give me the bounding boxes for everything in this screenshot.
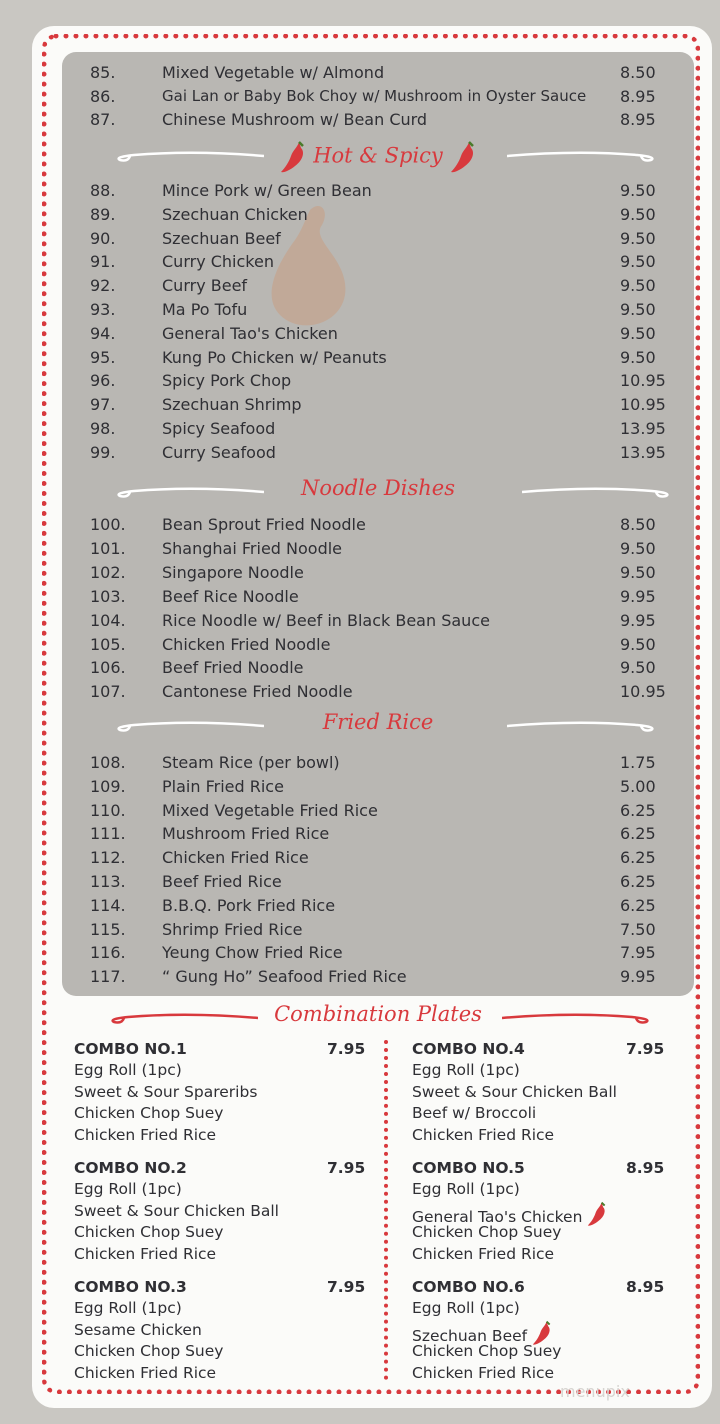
item-name: Cantonese Fried Noodle <box>162 682 353 702</box>
menu-item <box>90 300 690 324</box>
combo-item-label: Sweet & Sour Chicken Ball <box>74 1201 279 1220</box>
watermark-text: menupix <box>560 1382 630 1401</box>
menu-item <box>90 635 690 659</box>
menu-item <box>90 824 690 848</box>
combo-item-label: Egg Roll (1pc) <box>412 1299 520 1317</box>
combo-item-label: Beef w/ Broccoli <box>412 1104 537 1122</box>
combo-item <box>74 1179 364 1201</box>
combo-name: COMBO NO.3 <box>74 1278 187 1296</box>
item-price: 13.95 <box>620 442 666 462</box>
item-number: 96. <box>90 371 116 391</box>
combo-item <box>412 1125 702 1147</box>
combo-item <box>74 1298 364 1320</box>
item-number: 107. <box>90 682 126 702</box>
menu-item <box>90 563 690 587</box>
combo-item-label: Egg Roll (1pc) <box>74 1061 182 1079</box>
item-price: 9.50 <box>620 658 656 678</box>
combo-item-label: Chicken Chop Suey <box>412 1223 562 1241</box>
section-combination <box>62 996 694 1036</box>
section-noodle <box>62 470 694 510</box>
combo-item-label: Sweet & Sour Spareribs <box>74 1082 258 1101</box>
item-number: 90. <box>90 228 116 248</box>
section-title-fried-rice: Fried Rice <box>322 710 434 734</box>
item-price: 7.50 <box>620 919 656 939</box>
item-name: Rice Noodle w/ Beef in Black Bean Sauce <box>162 610 490 630</box>
menu-item <box>90 419 690 443</box>
combo-item-label: Egg Roll (1pc) <box>74 1299 182 1317</box>
section-fried-rice <box>62 704 694 744</box>
combo-item-label: Chicken Chop Suey <box>74 1104 224 1122</box>
item-name: “ Gung Ho” Seafood Fried Rice <box>162 967 407 987</box>
item-price: 9.50 <box>620 181 656 200</box>
item-name: Mixed Vegetable w/ Almond <box>162 63 385 82</box>
item-price: 8.95 <box>620 110 656 129</box>
item-number: 99. <box>90 442 116 462</box>
item-number: 103. <box>90 586 126 606</box>
combo-item <box>412 1320 702 1345</box>
combo-item <box>74 1201 364 1223</box>
combo-item-label: Egg Roll (1pc) <box>412 1180 520 1198</box>
menu-item <box>90 395 690 419</box>
combo-block <box>412 1038 702 1146</box>
item-number: 102. <box>90 562 126 582</box>
menu-item <box>90 872 690 896</box>
item-price: 9.50 <box>620 300 656 319</box>
combo-item <box>412 1363 702 1385</box>
combo-item-label: Chicken Fried Rice <box>74 1363 217 1382</box>
item-name: Szechuan Chicken <box>162 204 308 224</box>
combo-item-label: General Tao's Chicken <box>412 1207 583 1226</box>
item-number: 111. <box>90 824 126 844</box>
combo-item <box>74 1222 364 1244</box>
item-price: 8.50 <box>620 515 656 534</box>
combo-item <box>412 1103 702 1125</box>
section-title-hot-spicy: Hot & Spicy <box>313 143 443 168</box>
item-price: 9.50 <box>620 276 656 296</box>
item-number: 93. <box>90 300 116 319</box>
combo-name: COMBO NO.4 <box>412 1040 525 1058</box>
combo-item-label: Sweet & Sour Chicken Ball <box>412 1082 617 1101</box>
combo-block <box>74 1276 364 1384</box>
combo-item <box>74 1103 364 1125</box>
item-name: General Tao's Chicken <box>162 323 338 343</box>
combo-price: 7.95 <box>327 1040 366 1058</box>
combo-name: COMBO NO.1 <box>74 1040 187 1058</box>
combo-item <box>74 1125 364 1147</box>
combo-item <box>74 1060 364 1082</box>
item-name: Shanghai Fried Noodle <box>162 538 343 558</box>
item-name: Spicy Pork Chop <box>162 371 292 391</box>
menu-item <box>90 324 690 348</box>
combo-block <box>74 1038 364 1146</box>
combo-name: COMBO NO.5 <box>412 1159 525 1177</box>
combo-item <box>412 1222 702 1244</box>
menu-item <box>90 348 690 372</box>
combo-price: 7.95 <box>327 1159 366 1177</box>
item-number: 105. <box>90 634 126 654</box>
item-name: Shrimp Fried Rice <box>162 919 303 939</box>
item-name: Curry Beef <box>162 276 248 296</box>
combo-block <box>412 1157 702 1265</box>
combo-header <box>74 1276 364 1298</box>
combo-block <box>412 1276 702 1384</box>
menu-item <box>90 801 690 825</box>
menu-item <box>90 920 690 944</box>
item-price: 10.95 <box>620 395 666 415</box>
item-name: Mince Pork w/ Green Bean <box>162 181 372 200</box>
item-price: 9.50 <box>620 538 656 558</box>
combo-item-label: Szechuan Beef <box>412 1326 528 1345</box>
menu-item <box>90 587 690 611</box>
combo-item <box>412 1298 702 1320</box>
item-number: 114. <box>90 895 126 915</box>
item-price: 9.50 <box>620 634 656 654</box>
item-price: 9.50 <box>620 228 656 248</box>
item-price: 10.95 <box>620 371 666 391</box>
chili-icon <box>586 1201 608 1234</box>
item-name: Yeung Chow Fried Rice <box>162 943 343 963</box>
item-number: 113. <box>90 872 126 891</box>
item-price: 6.25 <box>620 895 656 915</box>
item-number: 95. <box>90 347 116 367</box>
chili-icon <box>449 140 477 174</box>
menu-item <box>90 682 690 706</box>
chili-icon <box>279 140 307 174</box>
combo-item <box>74 1320 364 1342</box>
item-number: 94. <box>90 323 116 343</box>
combo-item <box>412 1179 702 1201</box>
swirl-right-icon <box>502 1010 652 1024</box>
combo-item <box>412 1341 702 1363</box>
menu-item <box>90 443 690 467</box>
combo-item-label: Sesame Chicken <box>74 1320 202 1339</box>
item-number: 101. <box>90 538 126 558</box>
combo-name: COMBO NO.2 <box>74 1159 187 1177</box>
combo-item <box>412 1082 702 1104</box>
item-price: 13.95 <box>620 419 666 438</box>
item-number: 115. <box>90 919 126 939</box>
item-price: 5.00 <box>620 776 656 796</box>
combo-item <box>74 1363 364 1385</box>
item-name: Steam Rice (per bowl) <box>162 753 340 772</box>
item-number: 112. <box>90 848 126 868</box>
item-name: Szechuan Beef <box>162 228 281 248</box>
item-price: 1.75 <box>620 753 656 772</box>
item-name: Gai Lan or Baby Bok Choy w/ Mushroom in Oyster Sauce <box>162 86 587 105</box>
item-price: 7.95 <box>620 943 656 963</box>
item-number: 97. <box>90 395 116 415</box>
item-price: 8.50 <box>620 63 656 82</box>
item-number: 92. <box>90 276 116 296</box>
item-name: Chicken Fried Noodle <box>162 634 331 654</box>
item-price: 9.95 <box>620 610 656 630</box>
combo-item-label: Chicken Fried Rice <box>74 1244 217 1263</box>
item-number: 117. <box>90 967 126 987</box>
combo-header <box>412 1157 702 1179</box>
combo-item <box>74 1082 364 1104</box>
combo-divider <box>384 1040 388 1380</box>
combo-header <box>412 1038 702 1060</box>
item-name: Bean Sprout Fried Noodle <box>162 515 366 534</box>
combo-item-label: Chicken Chop Suey <box>412 1342 562 1360</box>
combo-item <box>412 1244 702 1266</box>
item-price: 6.25 <box>620 800 656 820</box>
item-name: Beef Rice Noodle <box>162 586 299 606</box>
item-price: 6.25 <box>620 872 656 891</box>
item-name: Szechuan Shrimp <box>162 395 302 415</box>
combo-price: 8.95 <box>626 1159 665 1177</box>
item-name: Singapore Noodle <box>162 562 304 582</box>
item-price: 6.25 <box>620 824 656 844</box>
item-price: 9.50 <box>620 204 656 224</box>
item-price: 8.95 <box>620 86 656 106</box>
combo-price: 7.95 <box>327 1278 366 1296</box>
combo-item <box>74 1341 364 1363</box>
menu-item <box>90 658 690 682</box>
menu-item <box>90 229 690 253</box>
item-number: 89. <box>90 204 116 224</box>
menu-item <box>90 539 690 563</box>
item-price: 9.50 <box>620 323 656 343</box>
menu-item <box>90 205 690 229</box>
item-number: 85. <box>90 63 116 82</box>
menu-item <box>90 181 690 205</box>
combo-header <box>74 1038 364 1060</box>
section-title-noodle: Noodle Dishes <box>301 476 455 500</box>
combo-item <box>412 1060 702 1082</box>
section-hot-spicy <box>62 134 694 174</box>
item-number: 88. <box>90 181 116 200</box>
combo-item-label: Egg Roll (1pc) <box>74 1180 182 1198</box>
menu-item <box>90 87 690 111</box>
item-name: Mushroom Fried Rice <box>162 824 330 844</box>
section-title-combination: Combination Plates <box>274 1002 482 1026</box>
swirl-right-icon <box>507 148 657 162</box>
combo-item <box>412 1201 702 1226</box>
item-number: 100. <box>90 515 126 534</box>
item-number: 116. <box>90 943 126 963</box>
combo-item-label: Chicken Fried Rice <box>412 1244 555 1263</box>
item-name: Chinese Mushroom w/ Bean Curd <box>162 110 428 129</box>
item-number: 87. <box>90 110 116 129</box>
item-price: 9.50 <box>620 562 656 582</box>
item-number: 110. <box>90 800 126 820</box>
item-price: 9.50 <box>620 252 656 272</box>
combo-item-label: Chicken Fried Rice <box>412 1125 555 1144</box>
menu-item <box>90 896 690 920</box>
combo-name: COMBO NO.6 <box>412 1278 525 1296</box>
item-name: Curry Seafood <box>162 442 276 462</box>
combo-header <box>412 1276 702 1298</box>
item-name: Ma Po Tofu <box>162 300 248 319</box>
item-number: 108. <box>90 753 126 772</box>
menu-item <box>90 967 690 991</box>
item-price: 6.25 <box>620 848 656 868</box>
menu-item <box>90 777 690 801</box>
item-name: Plain Fried Rice <box>162 776 284 796</box>
menu-item <box>90 110 690 134</box>
item-name: Spicy Seafood <box>162 419 276 438</box>
item-number: 109. <box>90 776 126 796</box>
item-number: 98. <box>90 419 116 438</box>
combo-block <box>74 1157 364 1265</box>
menu-item <box>90 371 690 395</box>
item-name: Beef Fried Rice <box>162 872 282 891</box>
item-name: B.B.Q. Pork Fried Rice <box>162 895 336 915</box>
item-name: Curry Chicken <box>162 252 274 272</box>
item-price: 9.95 <box>620 967 656 987</box>
combo-item-label: Chicken Fried Rice <box>412 1363 555 1382</box>
menu-item <box>90 515 690 539</box>
item-number: 91. <box>90 252 116 272</box>
menu-item <box>90 276 690 300</box>
menu-item <box>90 63 690 87</box>
combo-item-label: Egg Roll (1pc) <box>412 1061 520 1079</box>
item-name: Kung Po Chicken w/ Peanuts <box>162 347 387 367</box>
combo-item-label: Chicken Chop Suey <box>74 1342 224 1360</box>
menu-item <box>90 252 690 276</box>
menu-item <box>90 943 690 967</box>
combo-item <box>74 1244 364 1266</box>
item-price: 9.50 <box>620 347 656 367</box>
item-number: 104. <box>90 610 126 630</box>
combo-price: 8.95 <box>626 1278 665 1296</box>
item-name: Beef Fried Noodle <box>162 658 304 678</box>
item-price: 9.95 <box>620 586 656 606</box>
combo-header <box>74 1157 364 1179</box>
item-name: Mixed Vegetable Fried Rice <box>162 800 378 820</box>
item-number: 86. <box>90 86 116 106</box>
swirl-right-icon <box>522 484 672 498</box>
item-name: Chicken Fried Rice <box>162 848 309 868</box>
menu-item <box>90 611 690 635</box>
item-number: 106. <box>90 658 126 678</box>
item-price: 10.95 <box>620 682 666 702</box>
menu-item <box>90 753 690 777</box>
swirl-right-icon <box>507 718 657 732</box>
combo-item-label: Chicken Chop Suey <box>74 1223 224 1241</box>
combo-price: 7.95 <box>626 1040 665 1058</box>
combo-item-label: Chicken Fried Rice <box>74 1125 217 1144</box>
menu-item <box>90 848 690 872</box>
